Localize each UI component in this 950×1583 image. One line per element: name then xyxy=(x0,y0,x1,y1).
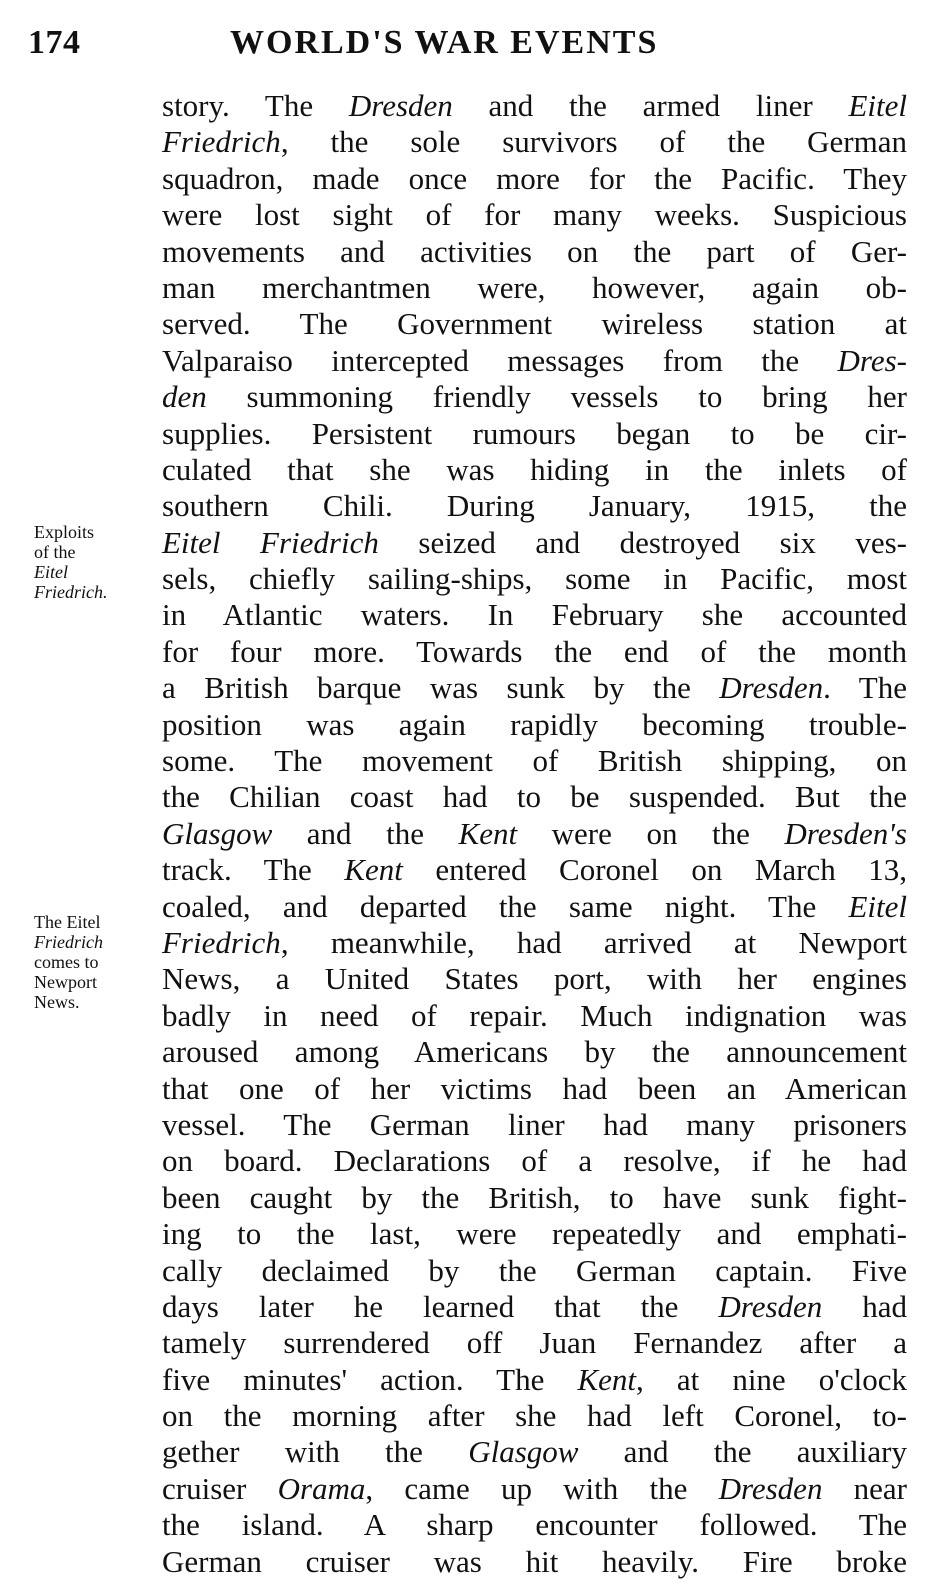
margin-note-line: Friedrich xyxy=(34,932,103,952)
margin-note-line: The Eitel xyxy=(34,912,101,932)
text-line: coaled, and departed the same night. The Eitel xyxy=(162,888,907,924)
margin-note-line: Exploits xyxy=(34,522,95,542)
text-line: Friedrich, the sole survivors of the German xyxy=(162,124,907,160)
text-line: tamely surrendered off Juan Fernandez after a xyxy=(162,1325,907,1361)
text-line: five minutes' action. The Kent, at nine o'clock xyxy=(162,1361,908,1397)
margin-note-line: Newport xyxy=(34,972,97,992)
text-line: man merchantmen were, however, again ob- xyxy=(162,269,907,305)
ship-name: Friedrich xyxy=(162,124,281,160)
text-line: German cruiser was hit heavily. Fire broke xyxy=(162,1543,907,1579)
text-line: on board. Declarations of a resolve, if he had xyxy=(162,1143,907,1179)
margin-note-line: News. xyxy=(34,992,80,1012)
margin-note-newport-news xyxy=(34,912,103,1012)
text-line: on the morning after she had left Coronel, to- xyxy=(162,1398,907,1434)
text-line: days later he learned that the Dresden had xyxy=(162,1288,907,1324)
running-title: WORLD'S WAR EVENTS xyxy=(230,24,659,61)
text-line: cally declaimed by the German captain. Five xyxy=(162,1252,907,1288)
ship-name: Orama xyxy=(277,1470,366,1506)
text-line: in Atlantic waters. In February she accounted xyxy=(162,597,907,633)
text-line: the island. A sharp encounter followed. The xyxy=(162,1507,907,1543)
text-line: that one of her victims had been an American xyxy=(162,1070,907,1106)
ship-name: Glasgow xyxy=(468,1434,579,1470)
ship-name: Dresden's xyxy=(784,815,907,851)
ship-name: Friedrich xyxy=(162,924,281,960)
text-line: Glasgow and the Kent were on the Dresden's xyxy=(162,815,907,851)
ship-name: Eitel xyxy=(848,888,907,924)
ship-name: Glasgow xyxy=(162,815,273,851)
text-line: badly in need of repair. Much indignation was xyxy=(162,997,907,1033)
text-line: the Chilian coast had to be suspended. But the xyxy=(162,779,907,815)
text-line: News, a United States port, with her engines xyxy=(162,961,907,997)
ship-name: Kent xyxy=(577,1361,637,1397)
ship-name: Dres- xyxy=(837,342,907,378)
text-line: southern Chili. During January, 1915, the xyxy=(162,488,907,524)
text-line: aroused among Americans by the announcement xyxy=(162,1034,907,1070)
ship-name: Eitel xyxy=(848,88,907,123)
page-number: 174 xyxy=(28,24,81,61)
margin-note-line: Eitel xyxy=(34,562,68,582)
body-text xyxy=(162,88,907,1580)
margin-note-line: Friedrich. xyxy=(34,582,108,602)
margin-note-exploits xyxy=(34,522,108,602)
ship-name: Dresden xyxy=(348,88,453,123)
text-line: ing to the last, were repeatedly and emphati- xyxy=(162,1216,907,1252)
text-line: supplies. Persistent rumours began to be cir- xyxy=(162,415,907,451)
text-line: gether with the Glasgow and the auxiliary xyxy=(162,1434,907,1470)
ship-name: Eitel Friedrich xyxy=(162,524,379,560)
text-line: were lost sight of for many weeks. Suspicious xyxy=(162,197,907,233)
page-header xyxy=(28,20,910,70)
ship-name: Dresden xyxy=(718,1288,823,1324)
text-line: culated that she was hiding in the inlets of xyxy=(162,451,907,487)
text-line: track. The Kent entered Coronel on March 13, xyxy=(162,852,907,888)
ship-name: Kent xyxy=(344,852,403,888)
text-line: sels, chiefly sailing-ships, some in Pacific, most xyxy=(162,561,907,597)
text-line: squadron, made once more for the Pacific. They xyxy=(162,160,907,196)
ship-name: Kent xyxy=(458,815,518,851)
text-line: vessel. The German liner had many prisoners xyxy=(162,1106,907,1142)
text-line: for four more. Towards the end of the month xyxy=(162,633,907,669)
text-line: Eitel Friedrich seized and destroyed six ves- xyxy=(162,524,907,560)
ship-name: Dresden xyxy=(719,670,824,706)
text-line: been caught by the British, to have sunk fight- xyxy=(162,1179,907,1215)
margin-note-line: of the xyxy=(34,542,76,562)
text-line: Valparaiso intercepted messages from the Dres- xyxy=(162,342,907,378)
text-line: story. The Dresden and the armed liner Eitel xyxy=(162,88,907,123)
text-line: cruiser Orama, came up with the Dresden near xyxy=(162,1470,908,1506)
text-line: movements and activities on the part of Ger- xyxy=(162,233,907,269)
text-line: position was again rapidly becoming trouble- xyxy=(162,706,907,742)
text-line: served. The Government wireless station at xyxy=(162,306,907,342)
text-line: Friedrich, meanwhile, had arrived at Newport xyxy=(162,924,907,960)
margin-note-line: comes to xyxy=(34,952,99,972)
ship-name: Dresden xyxy=(718,1470,823,1506)
ship-name: den xyxy=(162,379,207,415)
text-line: some. The movement of British shipping, on xyxy=(162,743,907,779)
text-line: den summoning friendly vessels to bring her xyxy=(162,379,907,415)
text-line: a British barque was sunk by the Dresden. The xyxy=(162,670,908,706)
